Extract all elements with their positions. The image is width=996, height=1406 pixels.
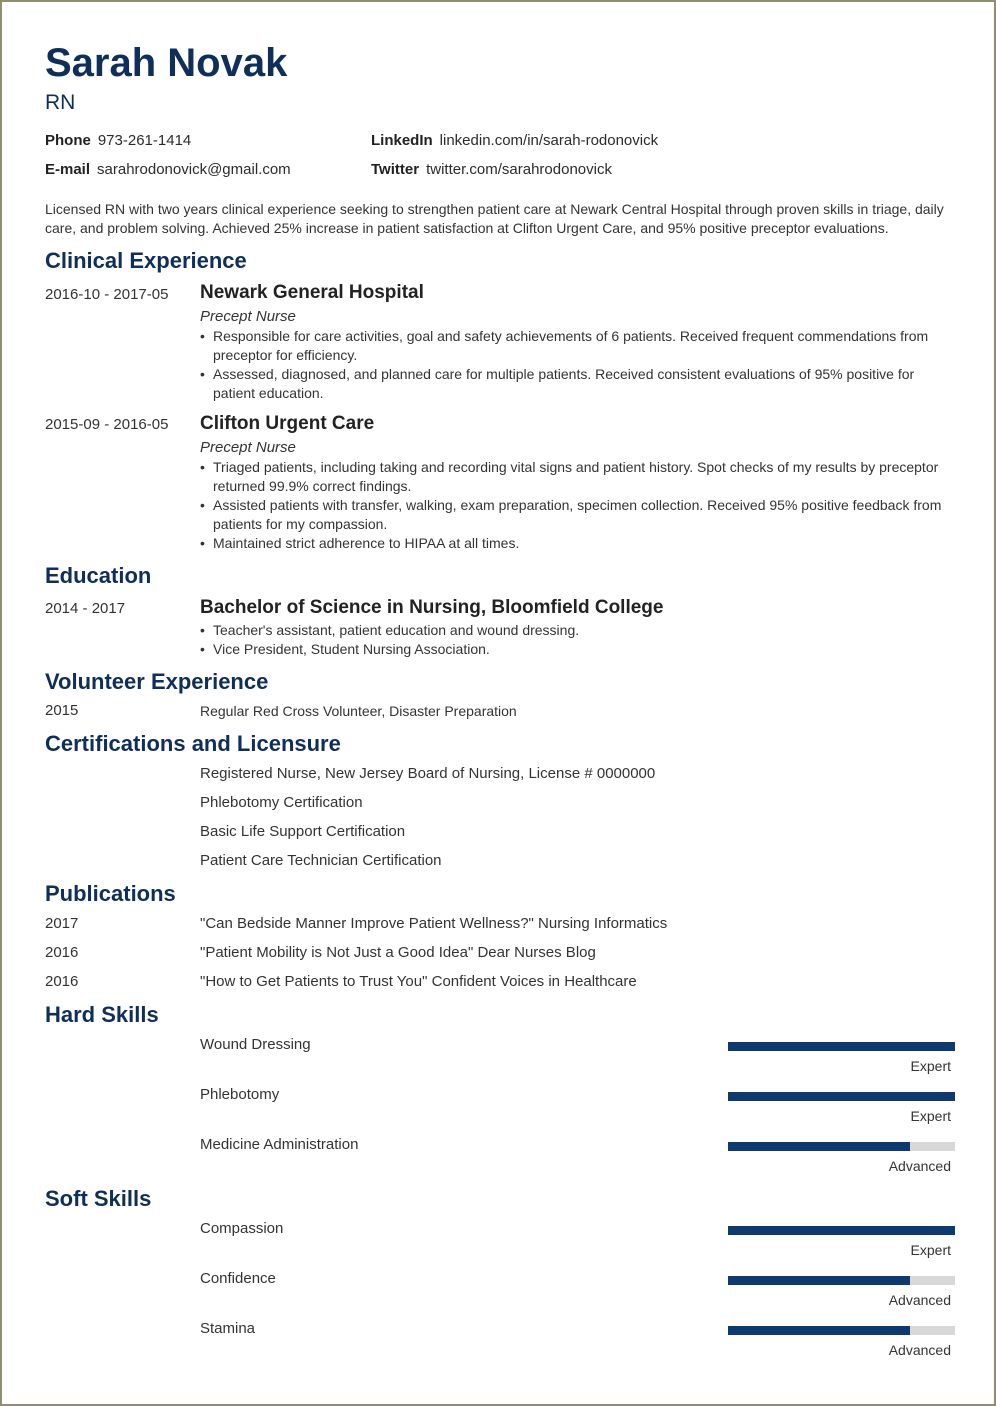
section-certifications: Certifications and Licensure [45, 731, 341, 756]
skill-level-bar [728, 1042, 955, 1051]
volunteer-description: Regular Red Cross Volunteer, Disaster Preparation [200, 703, 517, 719]
section-hard-skills: Hard Skills [45, 1002, 159, 1027]
contact-twitter [371, 160, 612, 180]
skill-level-label: Advanced [888, 1292, 951, 1308]
section-publications: Publications [45, 881, 176, 906]
job-bullets [200, 458, 945, 553]
section-clinical-experience: Clinical Experience [45, 248, 247, 273]
list-item: • Vice President, Student Nursing Association. [200, 640, 945, 659]
publication-title: "Patient Mobility is Not Just a Good Idea" Dear Nurses Blog [200, 944, 596, 961]
skill-level-fill [728, 1042, 955, 1051]
publication-title: "How to Get Patients to Trust You" Confident Voices in Healthcare [200, 973, 637, 990]
skill-level-fill [728, 1226, 955, 1235]
volunteer-year: 2015 [45, 702, 79, 719]
contact-value[interactable]: linkedin.com/in/sarah-rodonovick [439, 132, 659, 149]
skill-level-fill [728, 1142, 910, 1151]
skill-level-bar [728, 1092, 955, 1101]
job-employer: Clifton Urgent Care [200, 413, 375, 434]
certification-item: Basic Life Support Certification [200, 823, 406, 840]
skill-name: Wound Dressing [200, 1036, 311, 1053]
contact-phone [45, 131, 191, 151]
certification-item: Phlebotomy Certification [200, 794, 363, 811]
list-item: • Assessed, diagnosed, and planned care for multiple patients. Received consistent evaluations of 95% positive for patient education. [200, 365, 945, 403]
certification-item: Registered Nurse, New Jersey Board of Nursing, License # 0000000 [200, 765, 656, 782]
skill-level-label: Advanced [888, 1342, 951, 1358]
contact-value[interactable]: twitter.com/sarahrodonovick [426, 161, 612, 178]
skill-name: Stamina [200, 1320, 256, 1337]
publication-year: 2016 [45, 944, 79, 961]
skill-level-label: Expert [910, 1058, 951, 1074]
list-item: • Teacher's assistant, patient education and wound dressing. [200, 621, 945, 640]
list-item: • Responsible for care activities, goal and safety achievements of 6 patients. Received frequent commendations from preceptor for efficiency. [200, 327, 945, 365]
publication-title: "Can Bedside Manner Improve Patient Wellness?" Nursing Informatics [200, 915, 668, 932]
skill-name: Medicine Administration [200, 1136, 359, 1153]
contact-label: Twitter [371, 161, 420, 178]
education-bullets [200, 621, 945, 659]
contact-label: E-mail [45, 161, 91, 178]
job-employer: Newark General Hospital [200, 282, 424, 303]
education-degree: Bachelor of Science in Nursing, Bloomfield College [200, 597, 664, 618]
job-dates: 2015-09 - 2016-05 [45, 416, 169, 433]
skill-level-fill [728, 1326, 910, 1335]
skill-level-label: Expert [910, 1108, 951, 1124]
publication-year: 2017 [45, 915, 79, 932]
skill-level-bar [728, 1276, 955, 1285]
skill-level-fill [728, 1092, 955, 1101]
contact-value[interactable]: sarahrodonovick@gmail.com [97, 161, 291, 178]
skill-name: Phlebotomy [200, 1086, 280, 1103]
summary: Licensed RN with two years clinical experience seeking to strengthen patient care at Newark Central Hospital through proven skills in triage, daily care, and problem solving. Achieved 25% increase in patient satisfaction at Clifton Urgent Care, and 95% positive preceptor evaluations. [45, 201, 944, 236]
skill-level-bar [728, 1326, 955, 1335]
contact-value[interactable]: 973-261-1414 [97, 132, 192, 149]
skill-level-bar [728, 1142, 955, 1151]
contact-linkedin [371, 131, 658, 151]
education-dates: 2014 - 2017 [45, 600, 126, 617]
certification-item: Patient Care Technician Certification [200, 852, 442, 869]
contact-label: Phone [45, 132, 91, 149]
section-education: Education [45, 563, 152, 588]
skill-name: Compassion [200, 1220, 284, 1237]
job-dates: 2016-10 - 2017-05 [45, 286, 169, 303]
list-item: • Assisted patients with transfer, walking, exam preparation, specimen collection. Received 95% positive feedback from patients for my compassion. [200, 496, 945, 534]
section-volunteer-experience: Volunteer Experience [45, 669, 269, 694]
contact-label: LinkedIn [371, 132, 433, 149]
job-title: Precept Nurse [200, 308, 296, 325]
skill-level-label: Advanced [888, 1158, 951, 1174]
contact-email [45, 160, 291, 180]
list-item: • Maintained strict adherence to HIPAA at all times. [200, 534, 945, 553]
skill-name: Confidence [200, 1270, 276, 1287]
publication-year: 2016 [45, 973, 79, 990]
candidate-name: Sarah Novak [45, 41, 288, 85]
job-bullets [200, 327, 945, 403]
skill-level-label: Expert [910, 1242, 951, 1258]
job-title: Precept Nurse [200, 439, 296, 456]
skill-level-fill [728, 1276, 910, 1285]
skill-level-bar [728, 1226, 955, 1235]
list-item: • Triaged patients, including taking and recording vital signs and patient history. Spot checks of my results by preceptor returned 99.9% correct findings. [200, 458, 945, 496]
section-soft-skills: Soft Skills [45, 1186, 152, 1211]
candidate-title: RN [45, 91, 76, 114]
